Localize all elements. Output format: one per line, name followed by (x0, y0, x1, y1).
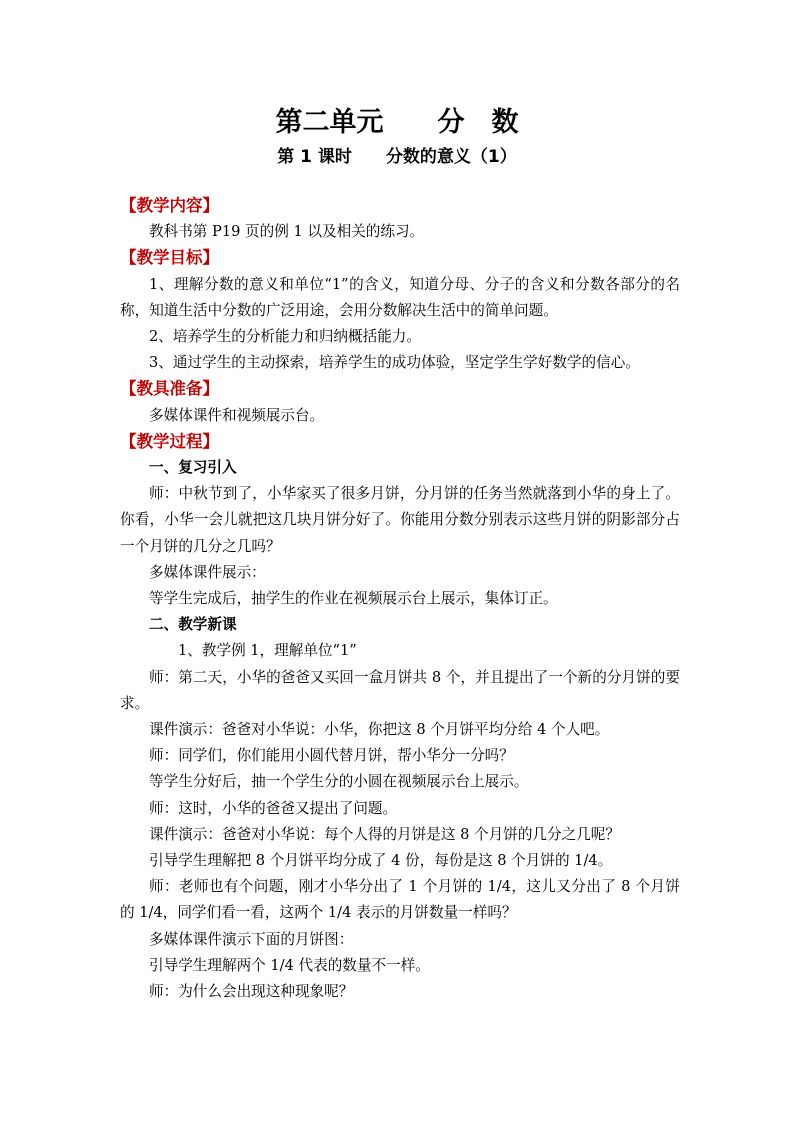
part2-line-10: 引导学生理解两个 1/4 代表的数量不一样。 (149, 956, 430, 974)
document-body (120, 193, 680, 1005)
page-title: 第二单元 分 数 (275, 107, 519, 138)
part1-title: 一、复习引入 (149, 459, 237, 477)
goal-item-1: 1、理解分数的意义和单位“1”的含义，知道分母、分子的含义和分数各部分的名称，知道生活中分数的广泛用途，会用分数解决生活中的简单问题。 (120, 275, 680, 319)
part2-line-6: 课件演示：爸爸对小华说：每个人得的月饼是这 8 个月饼的几分之几呢？ (149, 825, 620, 843)
part2-line-4: 等学生分好后，抽一个学生分的小圆在视频展示台上展示。 (149, 773, 529, 791)
part2-line-9: 多媒体课件演示下面的月饼图： (149, 930, 354, 948)
part2-line-2: 课件演示：爸爸对小华说：小华，你把这 8 个月饼平均分给 4 个人吧。 (149, 721, 610, 739)
lesson-subtitle: 第 1 课时 分数的意义（1） (277, 147, 517, 167)
part1-line-1: 师：中秋节到了，小华家买了很多月饼，分月饼的任务当然就落到小华的身上了。你看，小华一会儿就把这几块月饼分好了。你能用分数分别表示这些月饼的阴影部分占一个月饼的几分之几吗？ (120, 485, 680, 555)
part2-line-3: 师：同学们，你们能用小圆代替月饼，帮小华分一分吗？ (149, 747, 514, 765)
part2-line-1: 师：第二天，小华的爸爸又买回一盒月饼共 8 个，并且提出了一个新的分月饼的要求。 (120, 668, 680, 712)
goal-item-2: 2、培养学生的分析能力和归纳概括能力。 (149, 328, 421, 346)
part2-line-5: 师：这时，小华的爸爸又提出了问题。 (149, 799, 398, 817)
part2-title: 二、教学新课 (149, 616, 237, 634)
heading-process: 【教学过程】 (120, 431, 219, 451)
heading-tools: 【教具准备】 (120, 379, 219, 399)
part2-line-11: 师：为什么会出现这种现象呢？ (149, 983, 354, 1001)
content-text: 教科书第 P19 页的例 1 以及相关的练习。 (149, 223, 425, 241)
part2-line-7: 引导学生理解把 8 个月饼平均分成了 4 份，每份是这 8 个月饼的 1/4。 (149, 852, 613, 870)
tools-text: 多媒体课件和视频展示台。 (149, 406, 325, 424)
heading-goals: 【教学目标】 (120, 248, 219, 268)
heading-content: 【教学内容】 (120, 196, 219, 215)
part1-line-2: 多媒体课件展示： (149, 563, 266, 581)
part1-line-3: 等学生完成后，抽学生的作业在视频展示台上展示，集体订正。 (149, 590, 558, 608)
goal-item-3: 3、通过学生的主动探索，培养学生的成功体验，坚定学生学好数学的信心。 (149, 354, 640, 372)
part2-subtitle: 1、教学例 1，理解单位“1” (178, 642, 357, 660)
part2-line-8: 师：老师也有个问题，刚才小华分出了 1 个月饼的 1/4，这儿又分出了 8 个月饼的 1/4，同学们看一看，这两个 1/4 表示的月饼数量一样吗？ (120, 878, 680, 922)
